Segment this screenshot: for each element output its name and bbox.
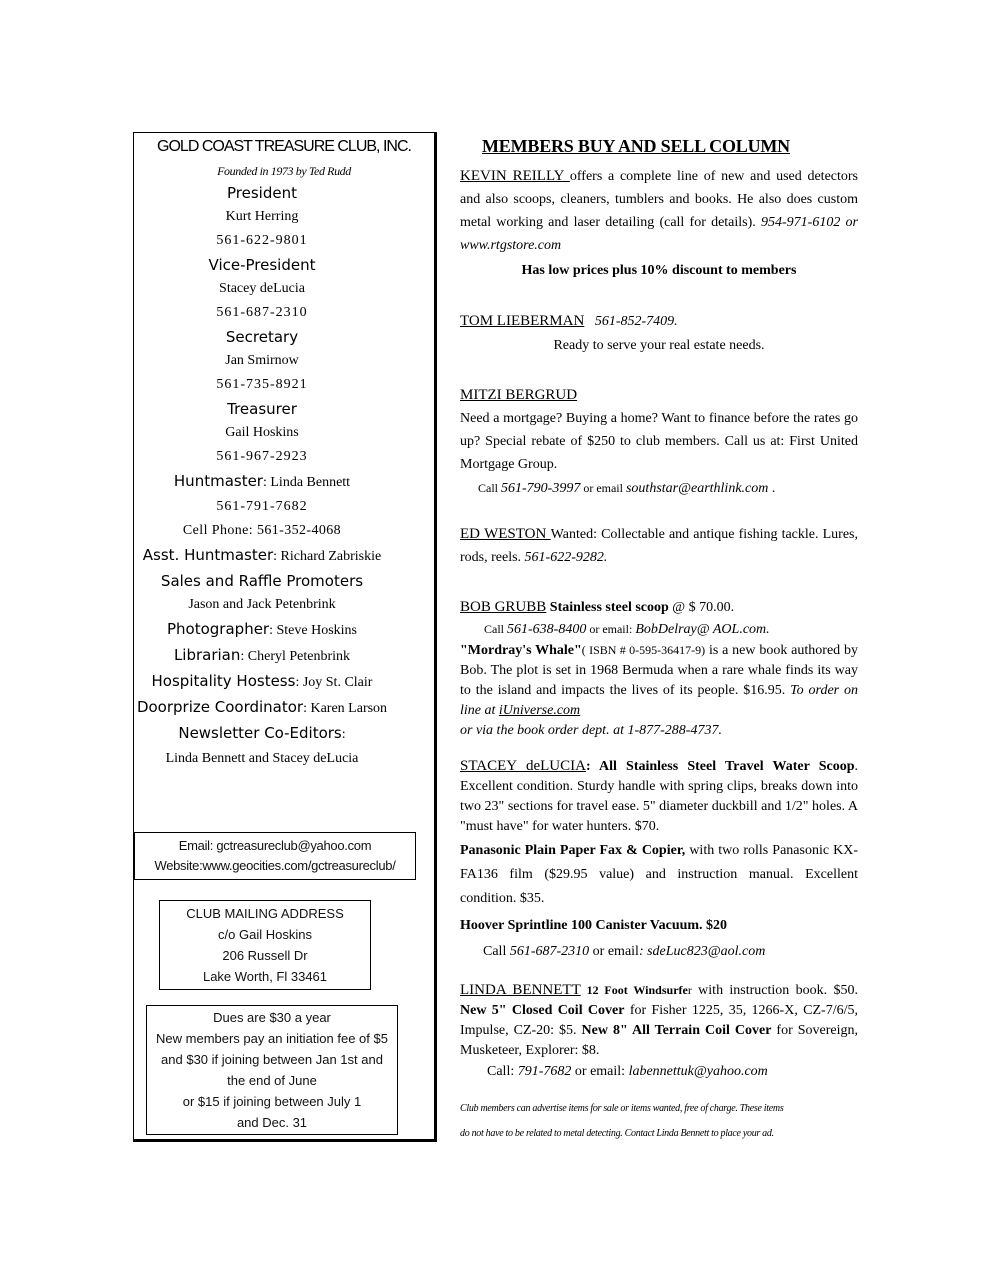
mailing-line-2: 206 Russell Dr xyxy=(222,948,308,963)
huntmaster-row xyxy=(128,469,396,495)
officer-list xyxy=(128,181,396,771)
grubb-book-title: "Mordray's Whale" xyxy=(460,643,582,658)
treasurer-phone: 561-967-2923 xyxy=(216,449,308,464)
treasurer-name: Gail Hoskins xyxy=(225,425,299,440)
club-name: GOLD COAST TREASURE CLUB, INC. xyxy=(157,138,411,155)
hospitality-row xyxy=(128,669,396,695)
reilly-contact: 954-971-6102 or www.rtgstore.com xyxy=(460,215,858,253)
dues-line-4: the end of June xyxy=(227,1073,317,1088)
note-line-2: do not have to be related to metal detecting. Contact Linda Bennett to place your ad. xyxy=(460,1128,774,1139)
bennett-item-2: New 5" Closed Coil Cover xyxy=(460,1003,625,1018)
advertise-note xyxy=(460,1096,858,1146)
dues-line-6: and Dec. 31 xyxy=(236,1115,308,1130)
reilly-text: KEVIN REILLY offers a complete line of new and used detectors and also scoops, cleaners, tumblers and books. He also does custom metal working and laser detailing (call for details). 954-971-6102 or www.rtgstore.com xyxy=(460,168,858,253)
president-name: Kurt Herring xyxy=(225,209,299,224)
president-label: President xyxy=(227,184,297,202)
bergrud-contact: Call 561-790-3997 or email southstar@earthlink.com . xyxy=(478,481,776,496)
vice-president-name: Stacey deLucia xyxy=(219,281,305,296)
librarian-row xyxy=(128,643,396,669)
huntmaster-name: : Linda Bennett xyxy=(262,475,351,490)
delucia-item-3: Hoover Sprintline 100 Canister Vacuum. $20 xyxy=(460,918,728,933)
mailing-address-box xyxy=(159,900,371,990)
contact-box xyxy=(134,832,416,880)
dues-line-3: and $30 if joining between Jan 1st and xyxy=(161,1052,383,1067)
doorprize-label: Doorprize Coordinator xyxy=(136,698,304,716)
bergrud-text: Need a mortgage? Buying a home? Want to finance before the rates go up? Special rebate of $250 to club members. Call us at: First United Mortgage Group. xyxy=(460,411,858,472)
photographer-name: : Steve Hoskins xyxy=(269,623,357,638)
lieberman-name: TOM LIEBERMAN xyxy=(460,313,585,329)
mailing-line-3: Lake Worth, Fl 33461 xyxy=(202,969,328,984)
secretary-phone: 561-735-8921 xyxy=(216,377,308,392)
delucia-contact: Call 561-687-2310 or email: sdeLuc823@aol.com xyxy=(483,944,766,959)
asst-huntmaster-name: : Richard Zabriskie xyxy=(273,549,382,564)
grubb-item: Stainless steel scoop xyxy=(546,600,669,615)
huntmaster-label: Huntmaster xyxy=(173,472,263,490)
listing-bennett: LINDA BENNETT 12 Foot Windsurfer with instruction book. $50. New 5" Closed Coil Cover for Fisher 1225, 35, 1266-X, CZ-7/6/5, Impulse, CZ-20: $5. New 8" All Terrain Coil Cover for Sovereign, Musketeer, Explorer: $8. Call: 791-7682 or email: labennettuk@yahoo.com xyxy=(460,980,858,1083)
newsletter-names: Linda Bennett and Stacey deLucia xyxy=(165,751,359,766)
delucia-name: STACEY deLUCIA xyxy=(460,758,586,774)
officers-panel xyxy=(133,132,437,1142)
column-title: MEMBERS BUY AND SELL COLUMN xyxy=(482,136,790,156)
note-line-1: Club members can advertise items for sale or items wanted, free of charge. These items xyxy=(460,1103,784,1114)
secretary-label: Secretary xyxy=(225,328,299,346)
sales-label: Sales and Raffle Promoters xyxy=(160,572,364,590)
club-website: Website:www.geocities.com/gctreasureclub/ xyxy=(154,858,396,873)
grubb-email: BobDelray@ AOL.com. xyxy=(635,622,770,637)
bennett-email: labennettuk@yahoo.com xyxy=(628,1064,768,1079)
hospitality-name: : Joy St. Clair xyxy=(295,675,373,690)
bennett-item-3: New 8" All Terrain Coil Cover xyxy=(581,1023,772,1038)
listing-bergrud xyxy=(460,384,858,501)
listing-delucia: STACEY deLUCIA: All Stainless Steel Travel Water Scoop. Excellent condition. Sturdy handle with spring clips, breaks down into two 23" sections for travel ease. 5" diameter duckbill and 1/2" holes. A "must have" for water hunters. $70. Panasonic Plain Paper Fax & Copier, with two rolls Panasonic KX-FA136 film ($29.95 value) and instruction manual. Excellent condition. $35. Hoover Sprintline 100 Canister Vacuum. $20 Call 561-687-2310 or email: sdeLuc823@aol.com xyxy=(460,756,858,965)
listing-reilly xyxy=(460,165,858,284)
librarian-name: : Cheryl Petenbrink xyxy=(240,649,351,664)
grubb-phone: 561-638-8400 xyxy=(507,622,587,637)
delucia-item-1: : All Stainless Steel Travel Water Scoop xyxy=(585,759,855,774)
delucia-email: : sdeLuc823@aol.com xyxy=(638,944,766,959)
secretary-name: Jan Smirnow xyxy=(225,353,299,368)
lieberman-text: Ready to serve your real estate needs. xyxy=(553,338,765,353)
club-email: Email: gctreasureclub@yahoo.com xyxy=(178,838,372,853)
lieberman-phone: 561-852-7409. xyxy=(594,314,678,329)
dues-box xyxy=(146,1005,398,1135)
vice-president-phone: 561-687-2310 xyxy=(216,305,308,320)
reilly-promo: Has low prices plus 10% discount to members xyxy=(521,263,797,278)
treasurer-label: Treasurer xyxy=(227,400,297,418)
sales-names: Jason and Jack Petenbrink xyxy=(188,597,336,612)
photographer-row xyxy=(128,617,396,643)
doorprize-name: : Karen Larson xyxy=(303,701,388,716)
photographer-label: Photographer xyxy=(167,620,270,638)
delucia-phone: 561-687-2310 xyxy=(509,944,590,959)
dues-line-1: Dues are $30 a year xyxy=(213,1010,331,1025)
founded-line: Founded in 1973 by Ted Rudd xyxy=(217,164,351,178)
bennett-name: LINDA BENNETT xyxy=(460,982,581,998)
librarian-label: Librarian xyxy=(173,646,241,664)
grubb-name: BOB GRUBB xyxy=(460,599,547,615)
weston-text: Wanted: Collectable and antique fishing tackle. Lures, rods, reels. xyxy=(460,527,858,565)
listing-lieberman xyxy=(460,310,858,358)
listing-grubb xyxy=(460,596,858,741)
asst-huntmaster-label: Asst. Huntmaster xyxy=(142,546,274,564)
listing-weston xyxy=(460,523,858,569)
grubb-book: "Mordray's Whale"( ISBN # 0-595-36417-9) is a new book authored by Bob. The plot is set in 1968 Bermuda when a rare whale finds its way to the island and impacts the lives of its people. $16.95. To order on line at iUniverse.com or via the book order dept. at 1-877-288-4737. xyxy=(460,643,858,738)
reilly-name: KEVIN REILLY xyxy=(460,168,570,184)
hospitality-label: Hospitality Hostess xyxy=(151,672,296,690)
doorprize-row xyxy=(128,695,396,721)
weston-name: ED WESTON xyxy=(460,526,551,542)
president-phone: 561-622-9801 xyxy=(216,233,308,248)
huntmaster-phone: 561-791-7682 xyxy=(216,499,308,514)
mailing-line-1: c/o Gail Hoskins xyxy=(218,927,312,942)
iuniverse-link[interactable]: iUniverse.com xyxy=(498,703,581,718)
grubb-price: @ $ 70.00. xyxy=(668,600,735,615)
grubb-contact: Call 561-638-8400 or email: BobDelray@ AOL.com. xyxy=(484,622,770,637)
asst-huntmaster-row xyxy=(128,543,396,569)
dues-line-2: New members pay an initiation fee of $5 xyxy=(156,1031,388,1046)
bergrud-name: MITZI BERGRUD xyxy=(460,387,578,403)
vice-president-label: Vice-President xyxy=(208,256,316,274)
bergrud-phone: 561-790-3997 xyxy=(501,481,581,496)
newsletter-row xyxy=(128,721,396,747)
delucia-item-2: Panasonic Plain Paper Fax & Copier, xyxy=(460,843,686,858)
bennett-item-1: 12 Foot Windsurfe xyxy=(580,983,688,997)
bennett-contact: Call: 791-7682 or email: labennettuk@yahoo.com xyxy=(487,1064,768,1079)
newsletter-colon: : xyxy=(341,727,346,742)
huntmaster-cell: Cell Phone: 561-352-4068 xyxy=(182,523,342,538)
weston-phone: 561-622-9282. xyxy=(524,550,608,565)
newsletter-label: Newsletter Co-Editors xyxy=(178,724,342,742)
dues-line-5: or $15 if joining between July 1 xyxy=(182,1094,362,1109)
mailing-title: CLUB MAILING ADDRESS xyxy=(186,906,344,921)
bennett-phone: 791-7682 xyxy=(517,1064,572,1079)
grubb-order-phone: or via the book order dept. at 1-877-288-4737. xyxy=(460,723,722,738)
bergrud-email: southstar@earthlink.com xyxy=(625,481,769,496)
